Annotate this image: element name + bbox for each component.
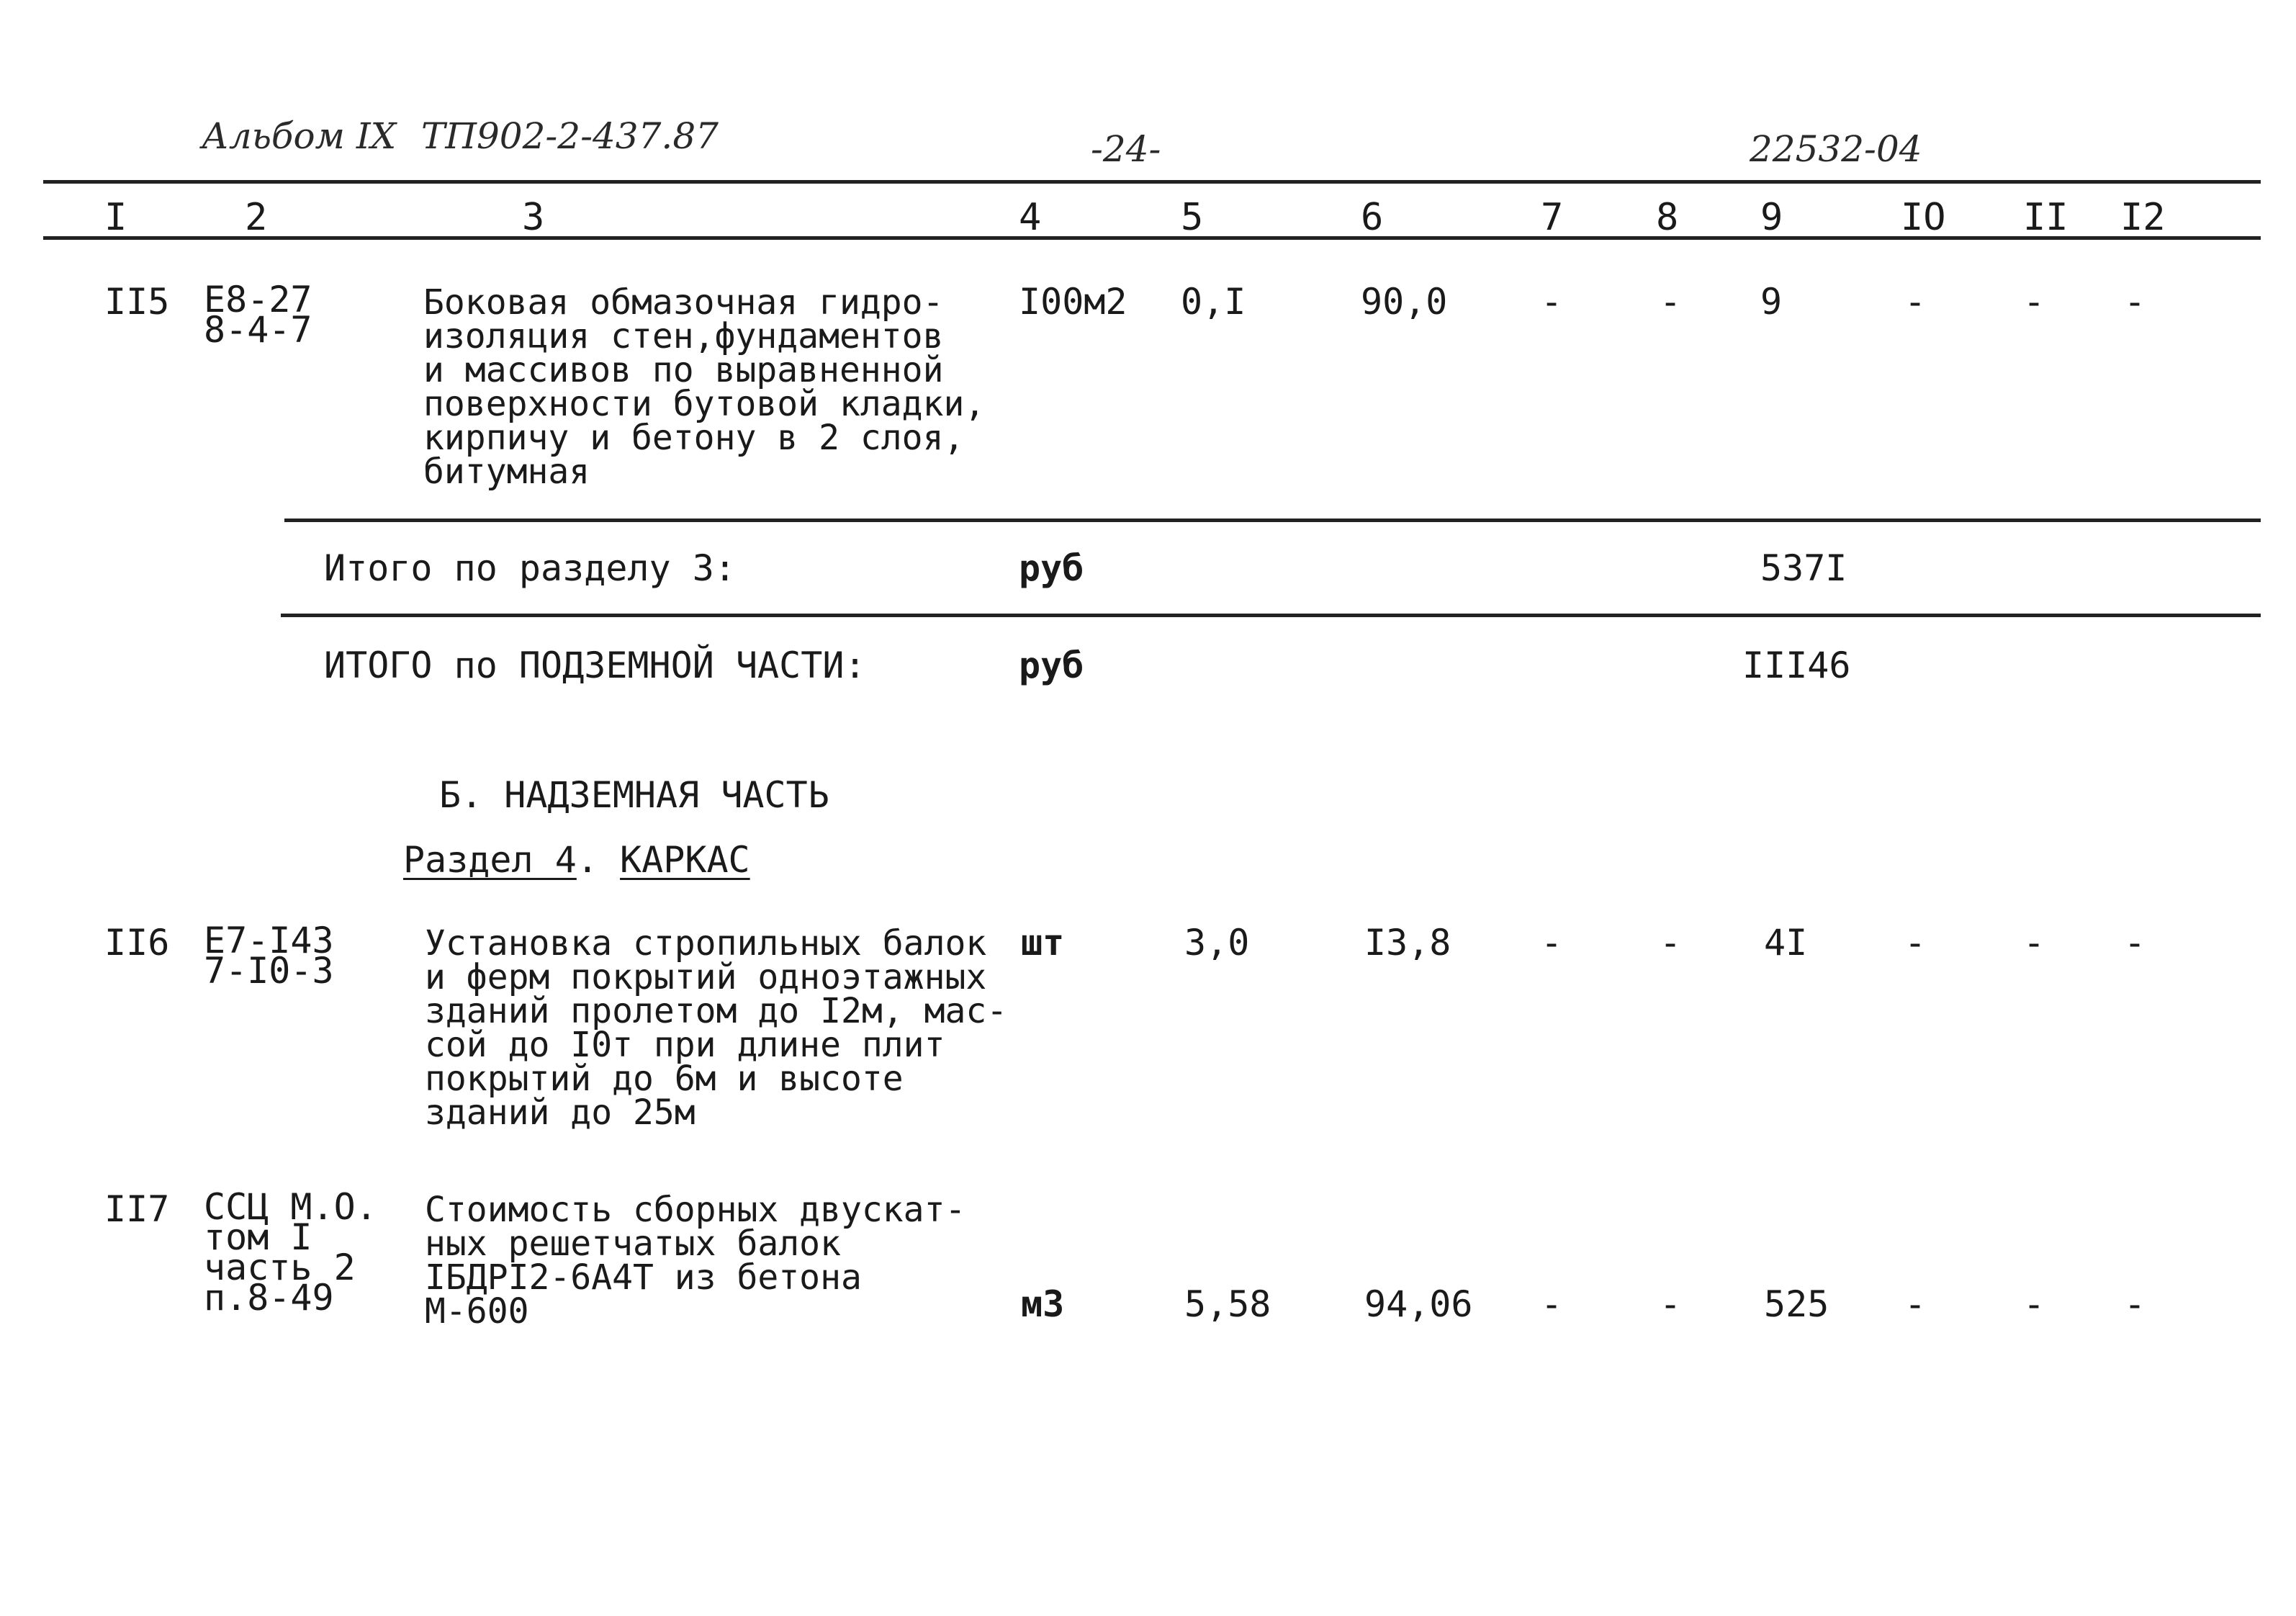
row-col5: 0,I <box>1181 281 1246 323</box>
row-col6: 94,06 <box>1364 1283 1473 1325</box>
row-col6: 90,0 <box>1361 281 1448 323</box>
row-col8: - <box>1660 922 1682 964</box>
column-header: II <box>2023 196 2068 239</box>
section-rule <box>281 614 2261 617</box>
row-col11: - <box>2023 281 2045 323</box>
section3-total-value: 537I <box>1760 547 1847 589</box>
column-header: I2 <box>2120 196 2166 239</box>
column-header: 3 <box>522 196 545 239</box>
row-col9: 525 <box>1764 1283 1829 1325</box>
row-unit: I00м2 <box>1019 281 1127 323</box>
column-header: I <box>104 196 127 239</box>
row-col12: - <box>2124 1283 2146 1325</box>
row-number: II5 <box>104 281 170 323</box>
row-col11: - <box>2023 922 2045 964</box>
column-header: 2 <box>245 196 268 239</box>
row-col7: - <box>1541 281 1563 323</box>
column-header: 4 <box>1019 196 1042 239</box>
row-col5: 3,0 <box>1184 922 1250 964</box>
row-unit: м3 <box>1021 1283 1065 1325</box>
row-code: Е8-27 8-4-7 <box>204 279 312 351</box>
section3-total-unit: руб <box>1019 547 1084 589</box>
row-col10: - <box>1904 1283 1927 1325</box>
document-code: 22532-04 <box>1750 128 1922 170</box>
row-col5: 5,58 <box>1184 1283 1271 1325</box>
row-code: ССЦ М.О. том I часть 2 п.8-49 <box>204 1186 377 1319</box>
section-name: КАРКАС <box>620 839 750 881</box>
row-col9: 4I <box>1764 922 1808 964</box>
section-rule <box>284 519 2261 522</box>
column-header: 5 <box>1181 196 1204 239</box>
row-col9: 9 <box>1760 281 1783 323</box>
row-col8: - <box>1660 1283 1682 1325</box>
page-number: -24- <box>1091 128 1161 170</box>
row-col7: - <box>1541 922 1563 964</box>
row-description: Стоимость сборных двускат- ных решетчатых балок IБДРI2-6А4Т из бетона М-600 <box>425 1190 966 1332</box>
section3-total-label: Итого по разделу 3: <box>324 547 736 589</box>
project-code: ТП902-2-437.87 <box>421 115 719 157</box>
section-heading <box>403 839 750 881</box>
row-col12: - <box>2124 922 2146 964</box>
row-number: II6 <box>104 922 170 964</box>
row-description: Боковая обмазочная гидро- изоляция стен,фундаментов и массивов по выравненной поверхности бутовой кладки, кирпичу и бетону в 2 слоя, битумная <box>423 282 986 492</box>
row-col7: - <box>1541 1283 1563 1325</box>
column-header: 6 <box>1361 196 1384 239</box>
row-col10: - <box>1904 922 1927 964</box>
column-header: 9 <box>1760 196 1783 239</box>
row-description: Установка стропильных балок и ферм покрытий одноэтажных зданий пролетом до I2м, мас- сой до I0т при длине плит покрытий до 6м и высоте зданий до 25м <box>425 923 1008 1133</box>
row-unit: шт <box>1021 922 1065 964</box>
row-col11: - <box>2023 1283 2045 1325</box>
underground-total-unit: руб <box>1019 645 1084 686</box>
row-number: II7 <box>104 1188 170 1230</box>
album-label: Альбом IX <box>202 115 397 157</box>
row-col10: - <box>1904 281 1927 323</box>
row-col6: I3,8 <box>1364 922 1451 964</box>
row-code: Е7-I43 7-I0-3 <box>204 920 334 992</box>
underground-total-value: III46 <box>1742 645 1851 686</box>
section-separator: . <box>576 839 621 881</box>
row-col8: - <box>1660 281 1682 323</box>
header-rule-top <box>43 180 2261 184</box>
underground-total-label: ИТОГО по ПОДЗЕМНОЙ ЧАСТИ: <box>324 645 866 686</box>
column-header: IO <box>1901 196 1946 239</box>
part-title: Б. НАДЗЕМНАЯ ЧАСТЬ <box>439 774 829 816</box>
section-label: Раздел 4 <box>403 839 577 881</box>
column-header: 7 <box>1541 196 1564 239</box>
column-header: 8 <box>1656 196 1679 239</box>
row-col12: - <box>2124 281 2146 323</box>
